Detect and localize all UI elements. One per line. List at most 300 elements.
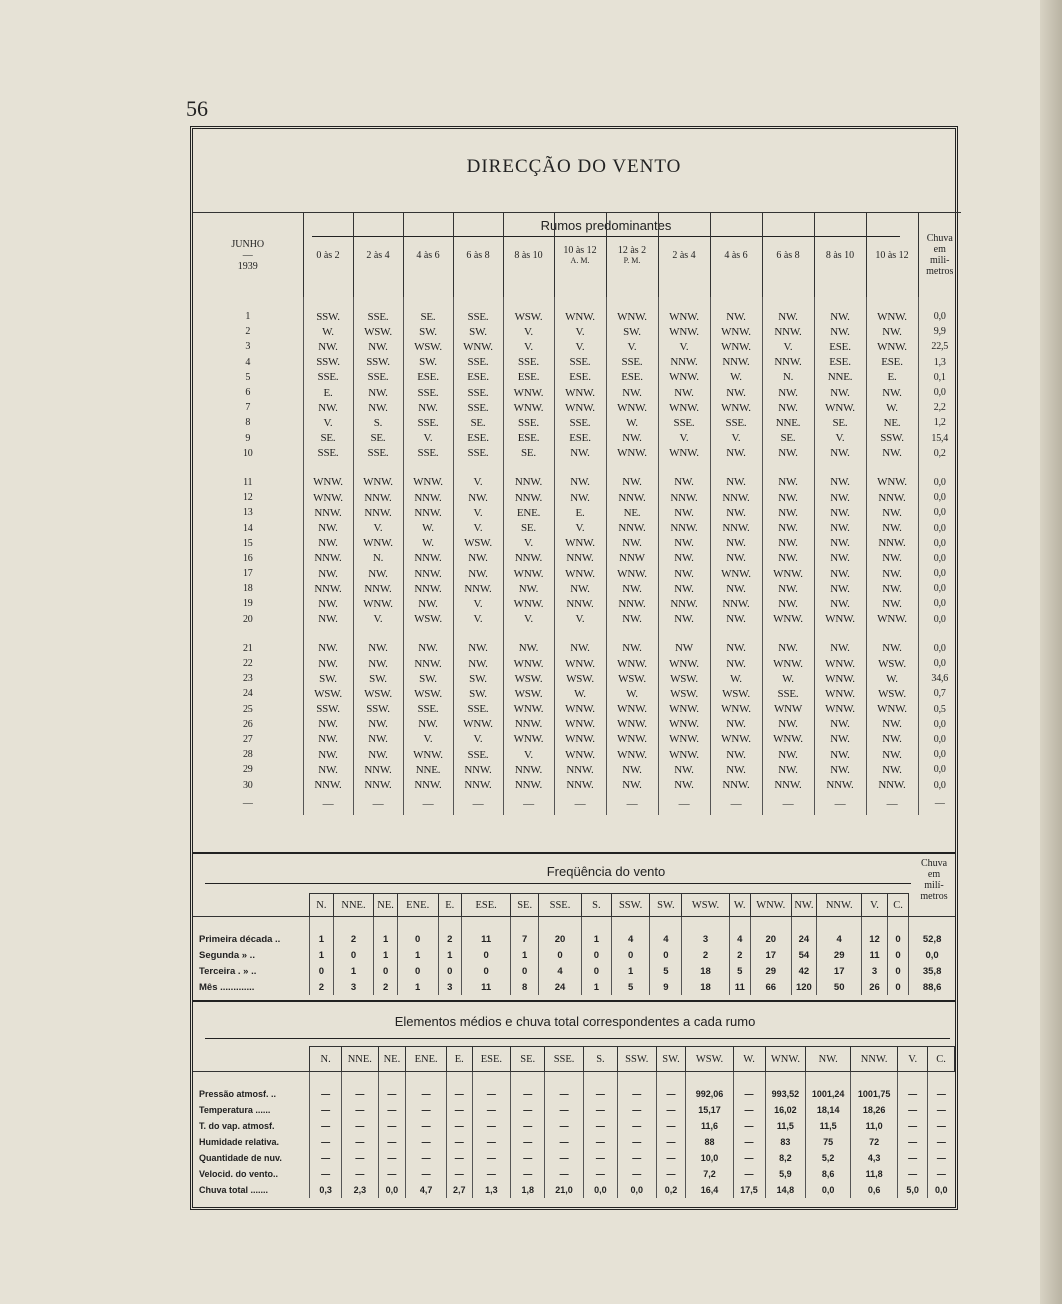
wind-direction-cell: NNW. [353,762,403,777]
day-row [193,777,961,792]
frequency-row [193,947,955,963]
frequency-cell: 4 [729,931,750,947]
wind-direction-cell: NW. [814,551,866,566]
wind-direction-cell: SSE. [303,446,353,461]
element-value-cell: 992,06 [686,1086,733,1102]
day-number: 10 [242,447,253,459]
wind-direction-cell: NNW. [658,596,710,611]
day-number: — [242,798,253,810]
wind-direction-cell: W. [710,370,762,385]
rain-cell: 0,0 [909,947,955,963]
hour-header [453,213,503,298]
element-value-cell: — [583,1150,617,1166]
wind-direction-cell: NW. [658,581,710,596]
row-label: Terceira . » .. [199,965,257,977]
day-number: 7 [245,402,251,414]
day-number: 25 [242,703,253,715]
frequency-cell: 24 [539,979,582,995]
day-row [193,566,961,581]
element-value-cell: — [511,1166,545,1182]
wind-direction-cell: NW. [866,551,918,566]
day-number: 1 [245,311,251,323]
element-value-cell: — [342,1134,378,1150]
element-value-cell: 7,2 [686,1166,733,1182]
day-number: 3 [245,341,251,353]
day-row [193,581,961,596]
frequency-cell: 0 [462,963,511,979]
direction-column-header: NNE. [342,1047,378,1072]
wind-direction-cell: ESE. [503,370,554,385]
frequency-cell: 0 [462,947,511,963]
element-value-cell: — [446,1086,472,1102]
frequency-cell: 0 [397,931,438,947]
wind-direction-cell: NW. [814,324,866,339]
wind-direction-cell: SSW. [353,702,403,717]
wind-direction-cell: NW. [606,581,658,596]
wind-direction-cell: WNW. [453,339,503,354]
wind-direction-cell: NW. [658,551,710,566]
wind-direction-cell: SE. [814,415,866,430]
wind-direction-cell: NNW. [403,777,453,792]
frequency-row [193,931,955,947]
element-value-cell: 5,2 [806,1150,851,1166]
day-number: 6 [245,387,251,399]
wind-direction-cell: NW. [814,566,866,581]
wind-direction-cell: V. [453,596,503,611]
rain-cell: — [918,793,961,815]
day-row [193,475,961,490]
element-value-cell: 83 [765,1134,806,1150]
wind-direction-cell: SSW. [866,431,918,446]
elements-row [193,1182,955,1198]
wind-direction-cell: NW. [762,641,814,656]
wind-direction-cell: ESE. [606,370,658,385]
frequency-cell: 29 [750,963,791,979]
wind-direction-cell: NNW. [503,475,554,490]
day-row [193,702,961,717]
frequency-cell: 0 [333,947,374,963]
frequency-cell: 50 [817,979,862,995]
wind-direction-cell: NNW. [866,490,918,505]
frequency-cell: 1 [581,979,611,995]
frequency-row [193,979,955,995]
direction-column-header: S. [581,894,611,917]
wind-direction-cell: V. [762,339,814,354]
wind-direction-cell: NNW. [403,551,453,566]
hour-header [503,213,554,298]
wind-direction-cell: NW. [554,446,606,461]
frequency-cell: 0 [511,963,539,979]
wind-direction-cell: WSW. [503,297,554,324]
element-value-cell: — [446,1118,472,1134]
day-number: 14 [242,522,253,534]
rain-cell: 0,0 [918,641,961,656]
wind-direction-cell: NW. [866,566,918,581]
day-row [193,641,961,656]
element-value-cell: — [472,1118,511,1134]
wind-direction-cell: W. [554,686,606,701]
page-title: DIRECÇÃO DO VENTO [466,156,682,177]
wind-direction-cell: W. [762,671,814,686]
element-value-cell: 21,0 [545,1182,584,1198]
direction-column-header: V. [862,894,888,917]
element-value-cell: — [378,1134,406,1150]
rain-cell: 0,0 [918,747,961,762]
day-number: 11 [243,476,253,488]
hour-header [606,213,658,298]
element-value-cell: — [511,1102,545,1118]
wind-direction-cell: NW. [403,400,453,415]
direction-column-header: E. [446,1047,472,1072]
element-value-cell: 18,14 [806,1102,851,1118]
day-row [193,339,961,354]
wind-direction-cell: NW. [658,612,710,627]
wind-direction-cell: WSW. [503,686,554,701]
frequency-cell: 3 [862,963,888,979]
rain-cell: 0,2 [918,446,961,461]
element-value-cell: — [656,1166,686,1182]
element-value-cell: 0,0 [928,1182,955,1198]
frequency-cell: 0 [887,947,908,963]
rain-cell: 34,6 [918,671,961,686]
element-value-cell: — [733,1134,765,1150]
section-divider-2 [193,1000,955,1002]
element-value-cell: — [310,1086,342,1102]
wind-direction-cell: E. [554,505,606,520]
frequency-cell: 26 [862,979,888,995]
wind-direction-cell: WNW. [814,612,866,627]
wind-direction-cell: NW. [658,777,710,792]
rain-header-line: em [927,869,941,880]
elements-header-row [193,1047,955,1072]
day-row [193,732,961,747]
wind-direction-cell: WSW. [403,686,453,701]
wind-direction-cell: NW. [710,551,762,566]
element-value-cell: — [511,1150,545,1166]
wind-direction-cell: WSW. [658,686,710,701]
wind-direction-cell: — [503,793,554,815]
rain-cell: 0,5 [918,702,961,717]
wind-direction-cell: NW. [303,656,353,671]
frequency-cell: 9 [650,979,682,995]
wind-direction-cell: S. [353,415,403,430]
wind-direction-cell: NNE. [814,370,866,385]
wind-direction-cell: SSW. [303,702,353,717]
frequency-cell: 12 [862,931,888,947]
wind-direction-cell: WNW. [762,566,814,581]
wind-direction-cell: NW. [353,641,403,656]
wind-direction-cell: WNW. [658,656,710,671]
frequency-cell: 1 [511,947,539,963]
wind-direction-cell: WSW. [606,671,658,686]
wind-direction-cell: WNW. [353,475,403,490]
element-value-cell: 2,3 [342,1182,378,1198]
element-value-cell: — [583,1118,617,1134]
wind-direction-cell: NNW. [606,520,658,535]
wind-direction-cell: NW. [814,490,866,505]
wind-direction-cell: V. [403,431,453,446]
wind-direction-cell: NNW. [710,490,762,505]
wind-direction-cell: WNW. [606,400,658,415]
wind-direction-cell: SW. [453,671,503,686]
element-value-cell: — [545,1134,584,1150]
frequency-cell: 18 [682,963,729,979]
wind-direction-cell: ESE. [503,431,554,446]
wind-direction-cell: NW. [403,596,453,611]
frequency-cell: 0 [374,963,398,979]
direction-column-header: SSW. [611,894,650,917]
frequency-cell: 5 [729,963,750,979]
element-value-cell: — [928,1166,955,1182]
wind-direction-cell: NNW. [453,581,503,596]
frequency-cell: 1 [397,979,438,995]
wind-direction-cell: NNW. [554,551,606,566]
rain-cell: 0,1 [918,370,961,385]
direction-column-header: ENE. [397,894,438,917]
frequency-cell: 17 [750,947,791,963]
wind-direction-cell: SW. [606,324,658,339]
wind-direction-cell: NW. [762,385,814,400]
frequency-cell: 2 [310,979,334,995]
spacer-row [193,917,955,932]
wind-direction-cell: NNW. [710,777,762,792]
wind-direction-cell: V. [503,324,554,339]
wind-direction-cell: NW. [554,581,606,596]
element-value-cell: — [733,1150,765,1166]
wind-direction-cell: WNW. [606,747,658,762]
frequency-cell: 11 [462,979,511,995]
hour-header [554,213,606,298]
frequency-cell: 1 [374,947,398,963]
elements-table [193,1046,955,1198]
wind-direction-cell: V. [814,431,866,446]
wind-direction-cell: SSW. [353,355,403,370]
day-row [193,793,961,815]
wind-direction-cell: NW. [814,505,866,520]
day-number: 22 [242,658,253,670]
wind-direction-cell: W. [403,520,453,535]
wind-direction-cell: NNW. [403,656,453,671]
wind-direction-cell: WNW. [554,702,606,717]
wind-direction-cell: SSE. [453,297,503,324]
wind-direction-cell: NW. [303,536,353,551]
direction-column-header: SE. [511,1047,545,1072]
hour-range: 8 às 10 [514,249,543,261]
direction-column-header: W. [729,894,750,917]
wind-direction-cell: SE. [503,446,554,461]
wind-direction-cell: V. [353,520,403,535]
element-value-cell: — [618,1150,657,1166]
frequency-cell: 11 [462,931,511,947]
element-value-cell: — [583,1086,617,1102]
row-label-header [193,894,310,917]
wind-direction-cell: NW. [710,656,762,671]
wind-direction-cell: — [866,793,918,815]
wind-direction-cell: WNW. [606,702,658,717]
element-value-cell: — [928,1134,955,1150]
wind-direction-cell: WNW. [303,475,353,490]
wind-direction-cell: SSE. [453,355,503,370]
wind-direction-cell: NW. [762,297,814,324]
element-value-cell: — [898,1150,928,1166]
day-number: 20 [242,613,253,625]
wind-direction-cell: NNW. [710,355,762,370]
wind-direction-cell: NW. [606,641,658,656]
element-value-cell: — [545,1086,584,1102]
element-value-cell: 0,3 [310,1182,342,1198]
wind-direction-cell: NW. [353,566,403,581]
element-value-cell: 17,5 [733,1182,765,1198]
frequency-cell: 66 [750,979,791,995]
day-row [193,612,961,627]
element-value-cell: — [618,1134,657,1150]
day-number: 26 [242,718,253,730]
day-row [193,686,961,701]
wind-direction-cell: SE. [303,431,353,446]
row-label: Humidade relativa. [199,1137,280,1147]
wind-direction-cell: NW. [814,475,866,490]
day-row [193,431,961,446]
frequency-cell: 3 [333,979,374,995]
wind-direction-cell: V. [658,431,710,446]
day-row [193,520,961,535]
wind-direction-cell: NNE. [762,415,814,430]
year-label: 1939 [237,260,258,272]
element-value-cell: — [898,1086,928,1102]
rain-cell: 0,0 [918,596,961,611]
wind-direction-cell: WNW. [554,385,606,400]
day-row [193,717,961,732]
rain-cell: 35,8 [909,963,955,979]
frequency-cell: 29 [817,947,862,963]
element-value-cell: — [378,1166,406,1182]
element-value-cell: — [446,1134,472,1150]
day-row [193,536,961,551]
wind-direction-cell: NW. [303,520,353,535]
day-number: 29 [242,764,253,776]
hour-header [403,213,453,298]
frequency-cell: 1 [310,931,334,947]
wind-direction-cell: WNW. [658,446,710,461]
frequency-cell: 1 [374,931,398,947]
element-value-cell: 10,0 [686,1150,733,1166]
frequency-cell: 4 [650,931,682,947]
direction-column-header: SW. [656,1047,686,1072]
wind-direction-cell: NW. [762,762,814,777]
frequency-cell: 11 [862,947,888,963]
frequency-cell: 3 [682,931,729,947]
frequency-cell: 4 [539,963,582,979]
rain-header-line: Chuva [926,233,953,244]
rain-cell: 0,0 [918,656,961,671]
frequency-cell: 0 [611,947,650,963]
row-label: Segunda » .. [199,949,255,961]
element-value-cell: 4,7 [406,1182,447,1198]
wind-direction-cell: NW. [710,717,762,732]
day-row [193,762,961,777]
wind-direction-cell: NNW. [554,762,606,777]
frequency-cell: 20 [539,931,582,947]
frequency-cell: 17 [817,963,862,979]
rain-cell: 52,8 [909,931,955,947]
wind-direction-cell: WNW. [866,702,918,717]
day-row [193,551,961,566]
direction-column-header: WSW. [686,1047,733,1072]
wind-direction-cell: NNW. [303,505,353,520]
wind-direction-cell: WNW. [403,747,453,762]
rain-cell: 0,0 [918,732,961,747]
wind-direction-cell: V. [503,536,554,551]
wind-direction-cell: NW. [762,581,814,596]
wind-direction-cell: WNW. [453,717,503,732]
element-value-cell: — [342,1118,378,1134]
direction-column-header: NNW. [817,894,862,917]
wind-direction-cell: SW. [403,324,453,339]
day-row [193,415,961,430]
wind-direction-cell: NNW. [353,505,403,520]
wind-direction-cell: SSE. [710,415,762,430]
wind-direction-cell: SSE. [606,355,658,370]
wind-direction-cell: WSW. [403,612,453,627]
day-row [193,355,961,370]
wind-direction-cell: ESE. [554,370,606,385]
element-value-cell: 0,0 [618,1182,657,1198]
wind-direction-cell: ESE. [814,355,866,370]
wind-direction-cell: NW. [762,490,814,505]
elements-row [193,1166,955,1182]
element-value-cell: — [378,1086,406,1102]
wind-direction-cell: SE. [403,297,453,324]
wind-direction-cell: NW. [710,762,762,777]
element-value-cell: — [583,1166,617,1182]
wind-direction-cell: WNW. [606,566,658,581]
frequency-cell: 3 [438,979,462,995]
hour-range: 12 às 2 [617,245,647,256]
wind-direction-cell: WSW. [866,656,918,671]
wind-direction-cell: SW. [303,671,353,686]
rain-cell: 0,0 [918,475,961,490]
element-value-cell: 16,02 [765,1102,806,1118]
frequency-row [193,963,955,979]
wind-direction-cell: NNW. [403,581,453,596]
wind-direction-cell: WNW. [503,566,554,581]
wind-direction-cell: — [710,793,762,815]
element-value-cell: — [511,1134,545,1150]
wind-direction-cell: V. [453,475,503,490]
page-number: 56 [186,96,208,121]
frequency-cell: 0 [310,963,334,979]
element-value-cell: 18,26 [851,1102,898,1118]
wind-direction-cell: WNW. [814,656,866,671]
wind-direction-cell: WNW. [710,732,762,747]
rain-cell: 0,0 [918,505,961,520]
element-value-cell: — [378,1118,406,1134]
element-value-cell: 1001,24 [806,1086,851,1102]
row-label: Mês ............. [199,981,255,993]
wind-direction-cell: NW. [503,581,554,596]
element-value-cell: 2,7 [446,1182,472,1198]
frequency-cell: 0 [397,963,438,979]
frequency-cell: 0 [887,963,908,979]
wind-direction-cell: NW. [453,490,503,505]
elements-row [193,1150,955,1166]
direction-column-header: NE. [378,1047,406,1072]
direction-column-header: N. [310,894,334,917]
element-value-cell: — [406,1102,447,1118]
wind-direction-cell: NW. [554,475,606,490]
wind-direction-cell: WSW. [503,671,554,686]
wind-direction-cell: WNW. [658,400,710,415]
